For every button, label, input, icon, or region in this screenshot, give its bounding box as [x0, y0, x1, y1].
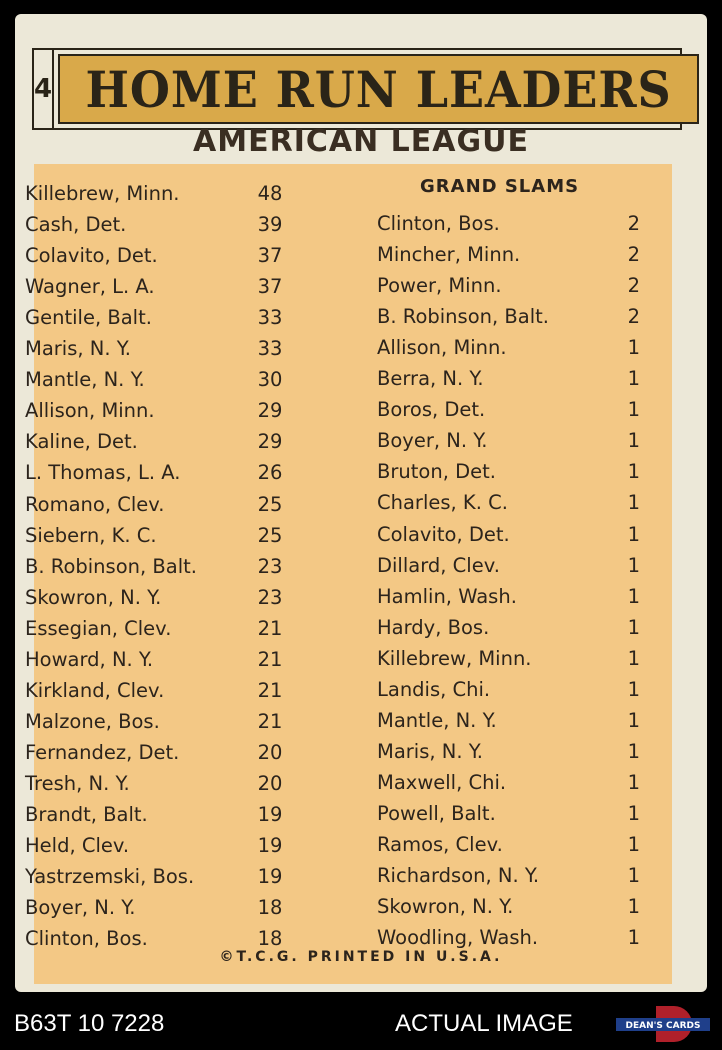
- hr-leader-name: Romano, Clev.: [25, 492, 165, 516]
- grand-slam-value: 1: [627, 708, 640, 732]
- grand-slam-name: Power, Minn.: [377, 274, 502, 298]
- logo-text: DEAN'S CARDS: [625, 1021, 701, 1031]
- hr-leader-name: Maris, N. Y.: [25, 337, 131, 361]
- hr-leader-value: 19: [257, 803, 283, 826]
- hr-leader-value: 30: [257, 368, 283, 392]
- hr-leader-value: 39: [257, 213, 283, 237]
- hr-leader-value: 21: [257, 678, 283, 702]
- hr-leader-name: Colavito, Det.: [25, 244, 158, 268]
- grand-slam-value: 2: [627, 212, 640, 235]
- hr-leader-name: Malzone, Bos.: [25, 709, 160, 733]
- grand-slam-value: 1: [627, 646, 640, 670]
- grand-slam-value: 1: [627, 739, 640, 763]
- hr-leader-name: Boyer, N. Y.: [25, 896, 136, 920]
- hr-leader-value: 25: [257, 523, 283, 547]
- grand-slam-name: Boyer, N. Y.: [377, 429, 488, 453]
- deans-cards-logo-icon: [616, 1004, 710, 1044]
- hr-leader-value: 21: [257, 616, 283, 640]
- grand-slam-value: 1: [627, 398, 640, 422]
- hr-leader-name: Essegian, Clev.: [25, 616, 172, 640]
- grand-slam-value: 1: [627, 460, 640, 484]
- hr-leader-name: Yastrzemski, Bos.: [25, 865, 195, 889]
- grand-slam-value: 1: [627, 367, 640, 391]
- grand-slam-value: 1: [627, 615, 640, 639]
- grand-slam-name: Hamlin, Wash.: [377, 584, 517, 608]
- hr-leader-value: 18: [257, 927, 283, 951]
- grand-slam-name: Powell, Balt.: [377, 801, 496, 825]
- grand-slam-value: 1: [627, 491, 640, 515]
- actual-image-label: ACTUAL IMAGE: [395, 1010, 573, 1037]
- hr-leader-value: 37: [257, 244, 283, 268]
- listing-id: B63T 10 7228: [14, 1010, 165, 1037]
- grand-slam-value: 1: [627, 895, 640, 919]
- hr-leader-value: 29: [257, 430, 283, 454]
- grand-slam-value: 1: [627, 522, 640, 546]
- grand-slams-heading: GRAND SLAMS: [420, 176, 580, 197]
- hr-leader-name: Wagner, L. A.: [25, 275, 155, 299]
- hr-leader-value: 20: [257, 771, 283, 795]
- grand-slam-name: B. Robinson, Balt.: [377, 305, 549, 329]
- grand-slam-name: Maris, N. Y.: [377, 739, 483, 763]
- hr-leader-value: 19: [257, 834, 283, 858]
- hr-leader-name: Mantle, N. Y.: [25, 368, 145, 392]
- card-title: HOME RUN LEADERS: [85, 59, 672, 119]
- hr-leader-name: Kaline, Det.: [25, 430, 138, 454]
- hr-leader-name: Cash, Det.: [25, 213, 127, 237]
- grand-slam-name: Maxwell, Chi.: [377, 770, 507, 794]
- hr-leader-value: 26: [257, 461, 283, 485]
- hr-leader-value: 48: [257, 182, 283, 205]
- card-header: [32, 48, 682, 130]
- hr-leader-value: 37: [257, 275, 283, 299]
- hr-leader-name: Clinton, Bos.: [25, 927, 148, 951]
- league-subtitle: AMERICAN LEAGUE: [193, 124, 529, 159]
- hr-leader-name: Howard, N. Y.: [25, 647, 154, 671]
- hr-leader-value: 19: [257, 865, 283, 889]
- grand-slam-name: Colavito, Det.: [377, 522, 510, 546]
- grand-slam-name: Woodling, Wash.: [377, 926, 539, 950]
- grand-slam-value: 1: [627, 429, 640, 453]
- hr-leader-name: B. Robinson, Balt.: [25, 554, 197, 578]
- grand-slam-name: Mantle, N. Y.: [377, 708, 497, 732]
- grand-slam-name: Bruton, Det.: [377, 460, 496, 484]
- grand-slam-name: Boros, Det.: [377, 398, 486, 422]
- hr-leader-name: Kirkland, Clev.: [25, 678, 165, 702]
- hr-leader-name: Fernandez, Det.: [25, 740, 180, 764]
- hr-leader-name: Skowron, N. Y.: [25, 585, 162, 609]
- grand-slam-name: Berra, N. Y.: [377, 367, 484, 391]
- hr-leader-value: 21: [257, 647, 283, 671]
- hr-leader-value: 21: [257, 709, 283, 733]
- grand-slam-name: Landis, Chi.: [377, 677, 491, 701]
- grand-slam-name: Hardy, Bos.: [377, 615, 490, 639]
- card-number: 4: [34, 50, 54, 128]
- grand-slam-name: Killebrew, Minn.: [377, 646, 532, 670]
- grand-slam-name: Allison, Minn.: [377, 336, 507, 360]
- grand-slam-value: 1: [627, 926, 640, 950]
- hr-leader-name: Siebern, K. C.: [25, 523, 157, 547]
- hr-leader-value: 33: [257, 337, 283, 361]
- hr-leader-value: 23: [257, 554, 283, 578]
- hr-leader-name: Killebrew, Minn.: [25, 182, 180, 205]
- grand-slam-value: 2: [627, 305, 640, 329]
- hr-leader-value: 20: [257, 740, 283, 764]
- grand-slam-value: 1: [627, 553, 640, 577]
- hr-leader-name: Gentile, Balt.: [25, 306, 152, 330]
- grand-slam-value: 2: [627, 243, 640, 267]
- grand-slam-name: Ramos, Clev.: [377, 833, 503, 856]
- hr-leader-name: L. Thomas, L. A.: [25, 461, 181, 485]
- hr-leader-value: 23: [257, 585, 283, 609]
- hr-leader-value: 33: [257, 306, 283, 330]
- hr-leader-name: Brandt, Balt.: [25, 803, 148, 826]
- grand-slam-value: 1: [627, 677, 640, 701]
- grand-slam-value: 1: [627, 833, 640, 856]
- hr-leader-value: 25: [257, 492, 283, 516]
- trading-card-back: [15, 14, 707, 992]
- grand-slam-value: 1: [627, 336, 640, 360]
- grand-slam-value: 1: [627, 864, 640, 888]
- grand-slam-name: Clinton, Bos.: [377, 212, 500, 235]
- grand-slam-value: 1: [627, 801, 640, 825]
- hr-leader-value: 18: [257, 896, 283, 920]
- title-bar: [58, 54, 699, 124]
- hr-leader-name: Allison, Minn.: [25, 399, 155, 423]
- hr-leader-name: Held, Clev.: [25, 834, 130, 858]
- grand-slam-name: Skowron, N. Y.: [377, 895, 514, 919]
- grand-slam-value: 1: [627, 584, 640, 608]
- hr-leader-value: 29: [257, 399, 283, 423]
- grand-slam-value: 1: [627, 770, 640, 794]
- hr-leader-name: Tresh, N. Y.: [25, 771, 130, 795]
- grand-slam-name: Mincher, Minn.: [377, 243, 521, 267]
- grand-slam-value: 2: [627, 274, 640, 298]
- grand-slam-name: Dillard, Clev.: [377, 553, 500, 577]
- grand-slam-name: Richardson, N. Y.: [377, 864, 540, 888]
- copyright-footer: ©T.C.G. PRINTED IN U.S.A.: [219, 949, 503, 965]
- grand-slam-name: Charles, K. C.: [377, 491, 508, 515]
